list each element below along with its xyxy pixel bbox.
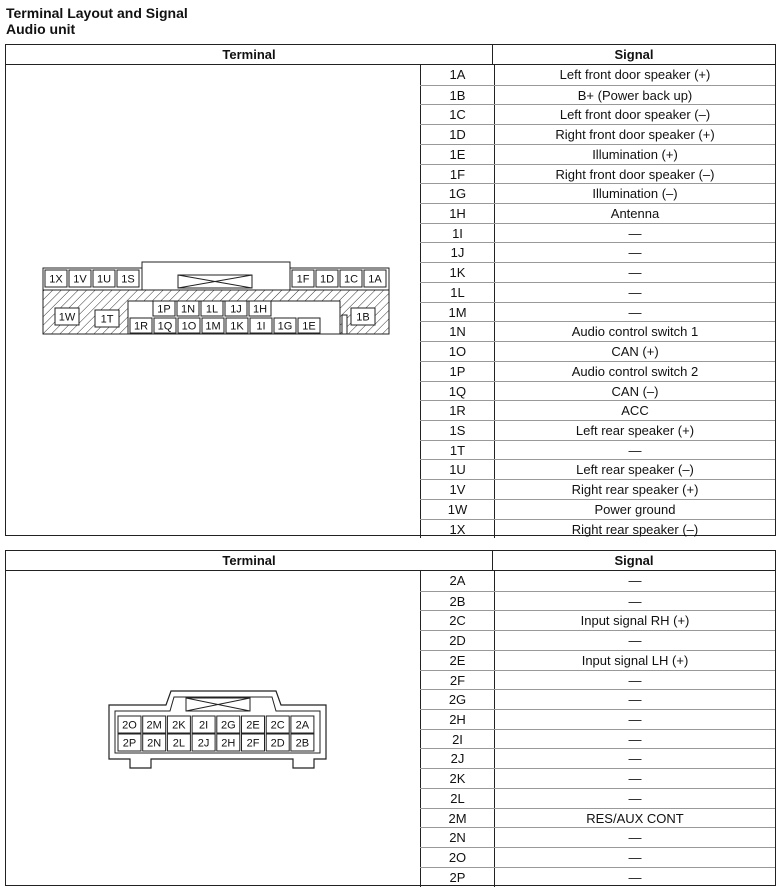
table-row: [420, 689, 775, 709]
pin-label: 1O: [181, 320, 197, 333]
table-row: [420, 499, 775, 519]
pin-label: 2F: [246, 737, 260, 750]
pin-label: 2B: [295, 737, 310, 750]
table-row: [420, 223, 775, 243]
pin-label: 2I: [199, 719, 209, 732]
signal-value: Power ground: [594, 501, 676, 517]
signal-value: —: [628, 790, 642, 806]
header-signal: Signal: [493, 551, 775, 571]
pin-label: 1J: [230, 303, 242, 316]
terminal-code: 2O: [420, 848, 495, 867]
signal-value: RES/AUX CONT: [586, 810, 684, 826]
header-terminal: Terminal: [6, 551, 493, 571]
pin-label: 2K: [172, 719, 186, 732]
pin-label: 1P: [157, 303, 171, 316]
signal-value: —: [628, 692, 642, 708]
terminal-code: 2L: [420, 789, 495, 808]
table-row: [420, 788, 775, 808]
pin-label: 2J: [197, 737, 210, 750]
pin-label: 1I: [256, 320, 266, 333]
signal-value: —: [628, 869, 642, 885]
connector-diagram-1: [6, 65, 420, 536]
table-row: [420, 729, 775, 749]
terminal-code: 1C: [420, 105, 495, 124]
terminal-code: 1A: [420, 65, 495, 85]
terminal-code: 1R: [420, 401, 495, 420]
pin-label: 2C: [270, 719, 285, 732]
pin-label: 1D: [319, 273, 335, 286]
terminal-code: 2K: [420, 769, 495, 788]
table-row: [420, 748, 775, 768]
pin-label: 1W: [58, 311, 76, 324]
signal-value: —: [628, 771, 642, 787]
pin-label: 1S: [121, 273, 135, 286]
table-row: [420, 124, 775, 144]
pin-label: 2E: [246, 719, 260, 732]
signal-value: Audio control switch 1: [571, 324, 699, 340]
table-row: [420, 519, 775, 539]
signal-value: Antenna: [610, 206, 660, 222]
table-row: [420, 302, 775, 322]
pin-label: 2P: [122, 737, 137, 750]
page-title: Terminal Layout and Signal: [6, 5, 188, 21]
table-row: [420, 768, 775, 788]
signal-value: —: [628, 225, 642, 241]
terminal-code: 1D: [420, 125, 495, 144]
signal-value: —: [628, 284, 642, 300]
table-row: [420, 400, 775, 420]
pin-label: 1B: [356, 311, 370, 324]
terminal-code: 1F: [420, 165, 495, 184]
pin-label: 2H: [221, 737, 236, 750]
table-row: [420, 591, 775, 611]
table-row: [420, 420, 775, 440]
terminal-code: 2F: [420, 671, 495, 690]
signal-value: —: [628, 731, 642, 747]
terminal-code: 2C: [420, 611, 495, 630]
keyway: [342, 315, 347, 334]
terminal-code: 2B: [420, 592, 495, 611]
signal-value: —: [628, 751, 642, 767]
table-row: [420, 65, 775, 85]
table-row: [420, 381, 775, 401]
table-row: [420, 479, 775, 499]
connector-2-svg: [6, 571, 420, 886]
signal-value: —: [628, 593, 642, 609]
terminal-code: 1O: [420, 342, 495, 361]
table-row: [420, 282, 775, 302]
pin-label: 1T: [100, 313, 114, 326]
header-terminal: Terminal: [6, 45, 493, 65]
terminal-code: 2I: [420, 730, 495, 749]
signal-value: —: [628, 672, 642, 688]
signal-value: Right front door speaker (–): [555, 166, 715, 182]
signal-value: B+ (Power back up): [577, 87, 693, 103]
signal-value: Input signal RH (+): [580, 613, 690, 629]
terminal-code: 2N: [420, 828, 495, 847]
table-row: [420, 847, 775, 867]
signal-value: Left front door speaker (–): [559, 107, 711, 123]
terminal-code: 1P: [420, 362, 495, 381]
table-row: [420, 808, 775, 828]
signal-value: Left front door speaker (+): [559, 67, 711, 82]
signal-value: —: [628, 830, 642, 846]
terminal-code: 1W: [420, 500, 495, 519]
pin-label: 1U: [96, 273, 112, 286]
table-row: [420, 571, 775, 591]
pin-label: 1X: [49, 273, 63, 286]
signal-value: Right rear speaker (–): [571, 521, 699, 537]
signal-value: CAN (–): [611, 383, 659, 399]
pin-label: 2D: [270, 737, 285, 750]
pin-label: 1G: [277, 320, 293, 333]
terminal-code: 1V: [420, 480, 495, 499]
terminal-code: 1L: [420, 283, 495, 302]
pin-label: 1N: [180, 303, 196, 316]
table-row: [420, 262, 775, 282]
table-row: [420, 183, 775, 203]
terminal-code: 1Q: [420, 382, 495, 401]
table-row: [420, 203, 775, 223]
terminal-code: 1X: [420, 520, 495, 539]
pin-label: 1Q: [157, 320, 173, 333]
signal-value: —: [628, 304, 642, 320]
signal-value: CAN (+): [611, 344, 659, 360]
pin-label: 1E: [302, 320, 316, 333]
pin-label: 1R: [133, 320, 149, 333]
table-row: [420, 341, 775, 361]
page-subtitle: Audio unit: [6, 21, 76, 37]
table-row: [420, 867, 775, 887]
pin-label: 2A: [295, 719, 310, 732]
pin-label: 1H: [252, 303, 268, 316]
table-row: [420, 630, 775, 650]
table-row: [420, 361, 775, 381]
terminal-code: 1H: [420, 204, 495, 223]
pin-label: 2G: [220, 719, 236, 732]
table-row: [420, 670, 775, 690]
terminal-code: 2P: [420, 868, 495, 887]
table-row: [420, 164, 775, 184]
terminal-table-1: [5, 44, 776, 536]
terminal-code: 1M: [420, 303, 495, 322]
signal-value: —: [628, 850, 642, 866]
signal-value: —: [628, 265, 642, 281]
terminal-code: 2E: [420, 651, 495, 670]
signal-value: Illumination (+): [592, 146, 678, 162]
signal-rows-1: [420, 65, 775, 538]
signal-value: —: [628, 573, 642, 588]
pin-label: 2L: [172, 737, 186, 750]
terminal-code: 2J: [420, 749, 495, 768]
pin-label: 1M: [205, 320, 221, 333]
table-row: [420, 827, 775, 847]
connector-1-svg: [6, 65, 420, 536]
signal-value: —: [628, 712, 642, 728]
terminal-code: 1G: [420, 184, 495, 203]
signal-value: —: [628, 245, 642, 261]
terminal-code: 1U: [420, 460, 495, 479]
pin-label: 1C: [343, 273, 359, 286]
terminal-code: 1B: [420, 86, 495, 105]
terminal-code: 1S: [420, 421, 495, 440]
terminal-code: 2D: [420, 631, 495, 650]
pin-label: 1A: [368, 273, 382, 286]
terminal-code: 2A: [420, 571, 495, 591]
terminal-code: 1K: [420, 263, 495, 282]
table-row: [420, 242, 775, 262]
terminal-code: 1N: [420, 322, 495, 341]
terminal-code: 1T: [420, 441, 495, 460]
signal-value: Left rear speaker (–): [576, 462, 694, 478]
signal-value: —: [628, 633, 642, 649]
table-row: [420, 440, 775, 460]
table-row: [420, 321, 775, 341]
pin-label: 1V: [73, 273, 87, 286]
pin-label: 2M: [146, 719, 162, 732]
signal-rows-2: [420, 571, 775, 887]
pin-label: 2O: [122, 719, 137, 732]
signal-value: Left rear speaker (+): [575, 422, 695, 438]
terminal-code: 1I: [420, 224, 495, 243]
table-row: [420, 144, 775, 164]
signal-value: Right front door speaker (+): [555, 127, 715, 143]
terminal-code: 2G: [420, 690, 495, 709]
terminal-table-2: [5, 550, 776, 886]
terminal-code: 2M: [420, 809, 495, 828]
table-row: [420, 709, 775, 729]
pin-label: 1K: [230, 320, 244, 333]
signal-value: Right rear speaker (+): [571, 482, 699, 498]
pin-label: 1L: [205, 303, 219, 316]
pin-label: 1F: [296, 273, 310, 286]
connector-diagram-2: [6, 571, 420, 886]
signal-value: Audio control switch 2: [571, 363, 699, 379]
signal-value: Input signal LH (+): [581, 652, 689, 668]
table-row: [420, 610, 775, 630]
terminal-code: 2H: [420, 710, 495, 729]
pin-label: 2N: [147, 737, 162, 750]
table-row: [420, 104, 775, 124]
header-signal: Signal: [493, 45, 775, 65]
signal-value: Illumination (–): [592, 186, 678, 202]
table-row: [420, 650, 775, 670]
terminal-code: 1J: [420, 243, 495, 262]
terminal-code: 1E: [420, 145, 495, 164]
signal-value: ACC: [621, 403, 649, 419]
table-row: [420, 85, 775, 105]
signal-value: —: [628, 442, 642, 458]
table-row: [420, 459, 775, 479]
